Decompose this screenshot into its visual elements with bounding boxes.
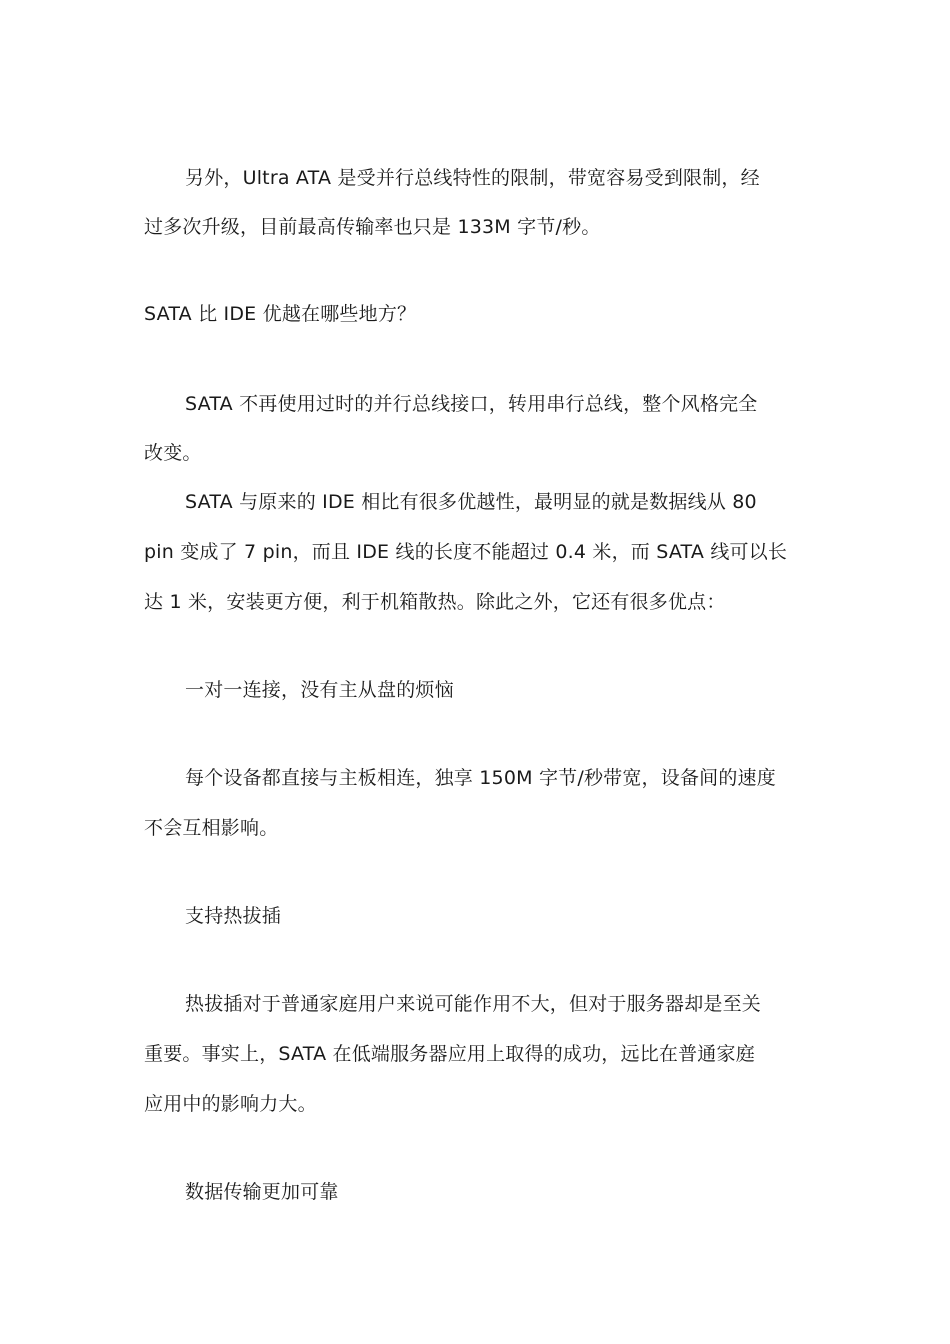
paragraph-line: 应用中的影响力大。 (144, 1093, 317, 1115)
paragraph-line: 重要。事实上，SATA 在低端服务器应用上取得的成功，远比在普通家庭 (144, 1043, 755, 1065)
subheading: 数据传输更加可靠 (185, 1181, 339, 1203)
section-heading: SATA 比 IDE 优越在哪些地方？ (144, 303, 417, 325)
paragraph-line: 达 1 米，安装更方便，利于机箱散热。除此之外，它还有很多优点： (144, 591, 726, 613)
paragraph-line: SATA 与原来的 IDE 相比有很多优越性，最明显的就是数据线从 80 (185, 491, 757, 513)
subheading: 支持热拔插 (185, 905, 282, 927)
subheading: 一对一连接，没有主从盘的烦恼 (185, 679, 454, 701)
paragraph-line: pin 变成了 7 pin，而且 IDE 线的长度不能超过 0.4 米，而 SATA 线可以长 (144, 541, 788, 563)
paragraph-line: 不会互相影响。 (144, 817, 279, 839)
paragraph-line: 改变。 (144, 442, 202, 464)
paragraph-line: 每个设备都直接与主板相连，独享 150M 字节/秒带宽，设备间的速度 (185, 767, 776, 789)
paragraph-line: 过多次升级，目前最高传输率也只是 133M 字节/秒。 (144, 216, 601, 238)
paragraph-line: SATA 不再使用过时的并行总线接口，转用串行总线，整个风格完全 (185, 393, 758, 415)
paragraph-line: 热拔插对于普通家庭用户来说可能作用不大，但对于服务器却是至关 (185, 993, 762, 1015)
paragraph-line: 另外，Ultra ATA 是受并行总线特性的限制，带宽容易受到限制，经 (185, 167, 760, 189)
